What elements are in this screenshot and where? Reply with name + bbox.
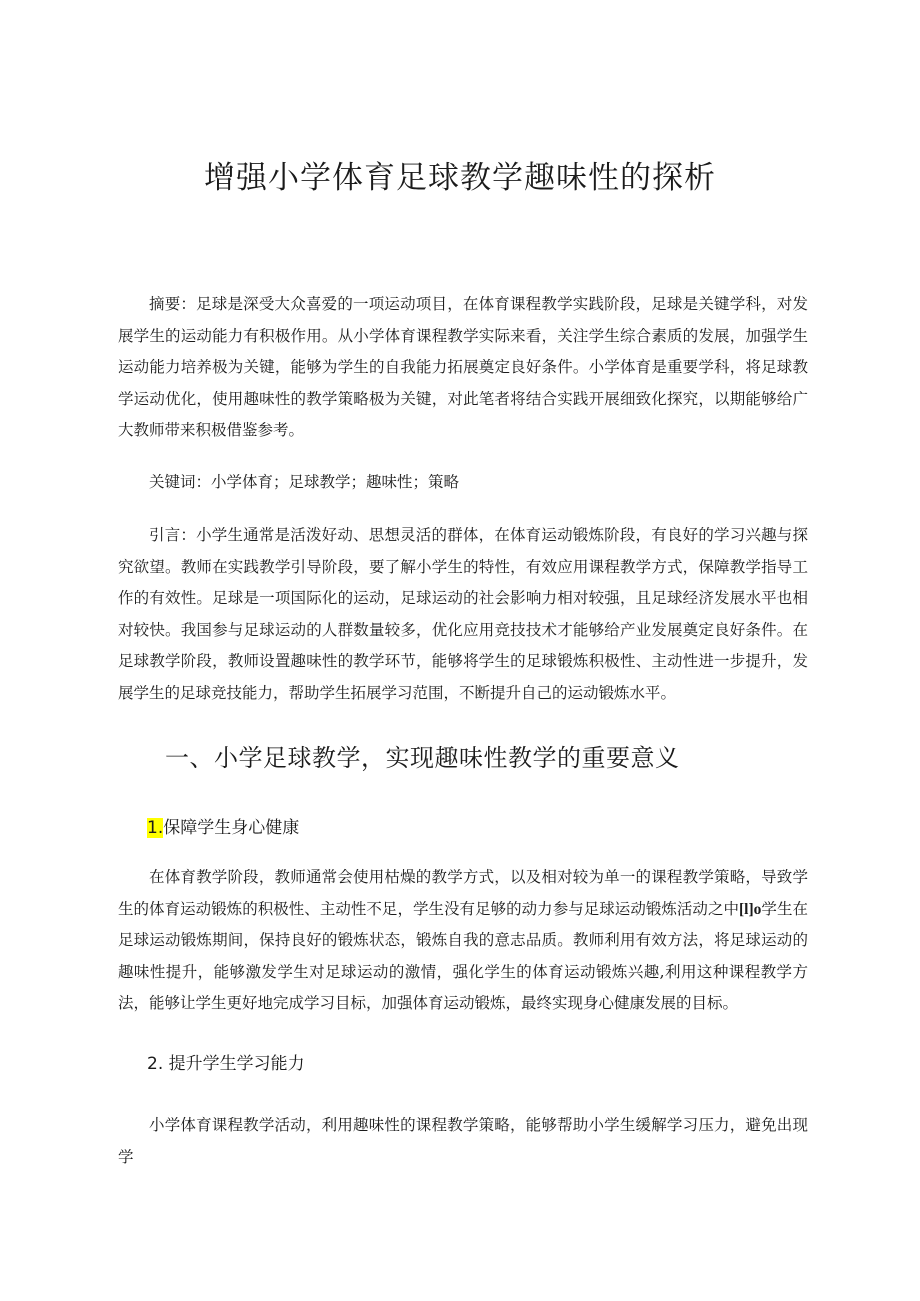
subsection-1-text-after-ref: 学生在足球运动锻炼期间，保持良好的锻炼状态，锻炼自我的意志品质。教师利用有效方法，将足球运动的趣味性提升，能够激发学生对足球运动的激情，强化学生的体育运动锻炼兴趣,利用这种课程教学方法，能够让学生更好地完成学习目标，加强体育运动锻炼，最终实现身心健康发展的目标。 bbox=[118, 899, 808, 1012]
document-title: 增强小学体育足球教学趣味性的探析 bbox=[204, 160, 716, 196]
keywords-paragraph: 关键词：小学体育；足球教学；趣味性；策略 bbox=[149, 473, 460, 491]
subsection-2-number: 2. bbox=[147, 1054, 164, 1074]
abstract-paragraph: 摘要：足球是深受大众喜爱的一项运动项目，在体育课程教学实践阶段，足球是关键学科，对发展学生的运动能力有积极作用。从小学体育课程教学实际来看，关注学生综合素质的发展，加强学生运动能力培养极为关键，能够为学生的自我能力拓展奠定良好条件。小学体育是重要学科，将足球教学运动优化，使用趣味性的教学策略极为关键，对此笔者将结合实践开展细致化探究，以期能够给广大教师带来积极借鉴参考。 bbox=[118, 295, 808, 439]
subsection-1-paragraph bbox=[118, 862, 808, 1020]
introduction-paragraph: 引言：小学生通常是活泼好动、思想灵活的群体，在体育运动锻炼阶段，有良好的学习兴趣与探究欲望。教师在实践教学引导阶段，要了解小学生的特性，有效应用课程教学方式，保障教学指导工作的有效性。足球是一项国际化的运动，足球运动的社会影响力相对较强，且足球经济发展水平也相对较快。我国参与足球运动的人群数量较多，优化应用竞技技术才能够给产业发展奠定良好条件。在足球教学阶段，教师设置趣味性的教学环节，能够将学生的足球锻炼积极性、主动性进一步提升，发展学生的足球竞技能力，帮助学生拓展学习范围，不断提升自己的运动锻炼水平。 bbox=[118, 526, 808, 702]
subsection-1-title: 保障学生身心健康 bbox=[163, 818, 300, 838]
subsection-1-heading bbox=[147, 813, 299, 838]
subsection-2-heading bbox=[147, 1049, 305, 1074]
subsection-1-text-before-ref: 在体育教学阶段，教师通常会使用枯燥的教学方式，以及相对较为单一的课程教学策略，导致学生的体育运动锻炼的积极性、主动性不足，学生没有足够的动力参与足球运动锻炼活动之中 bbox=[118, 868, 808, 918]
section-1-heading: 一、小学足球教学，实现趣味性教学的重要意义 bbox=[165, 744, 680, 772]
subsection-1-number: 1. bbox=[147, 818, 164, 838]
subsection-2-title: 提升学生学习能力 bbox=[168, 1054, 305, 1074]
citation-reference: [l]o bbox=[739, 900, 762, 918]
subsection-2-paragraph: 小学体育课程教学活动，利用趣味性的课程教学策略，能够帮助小学生缓解学习压力，避免出现学 bbox=[118, 1116, 808, 1166]
